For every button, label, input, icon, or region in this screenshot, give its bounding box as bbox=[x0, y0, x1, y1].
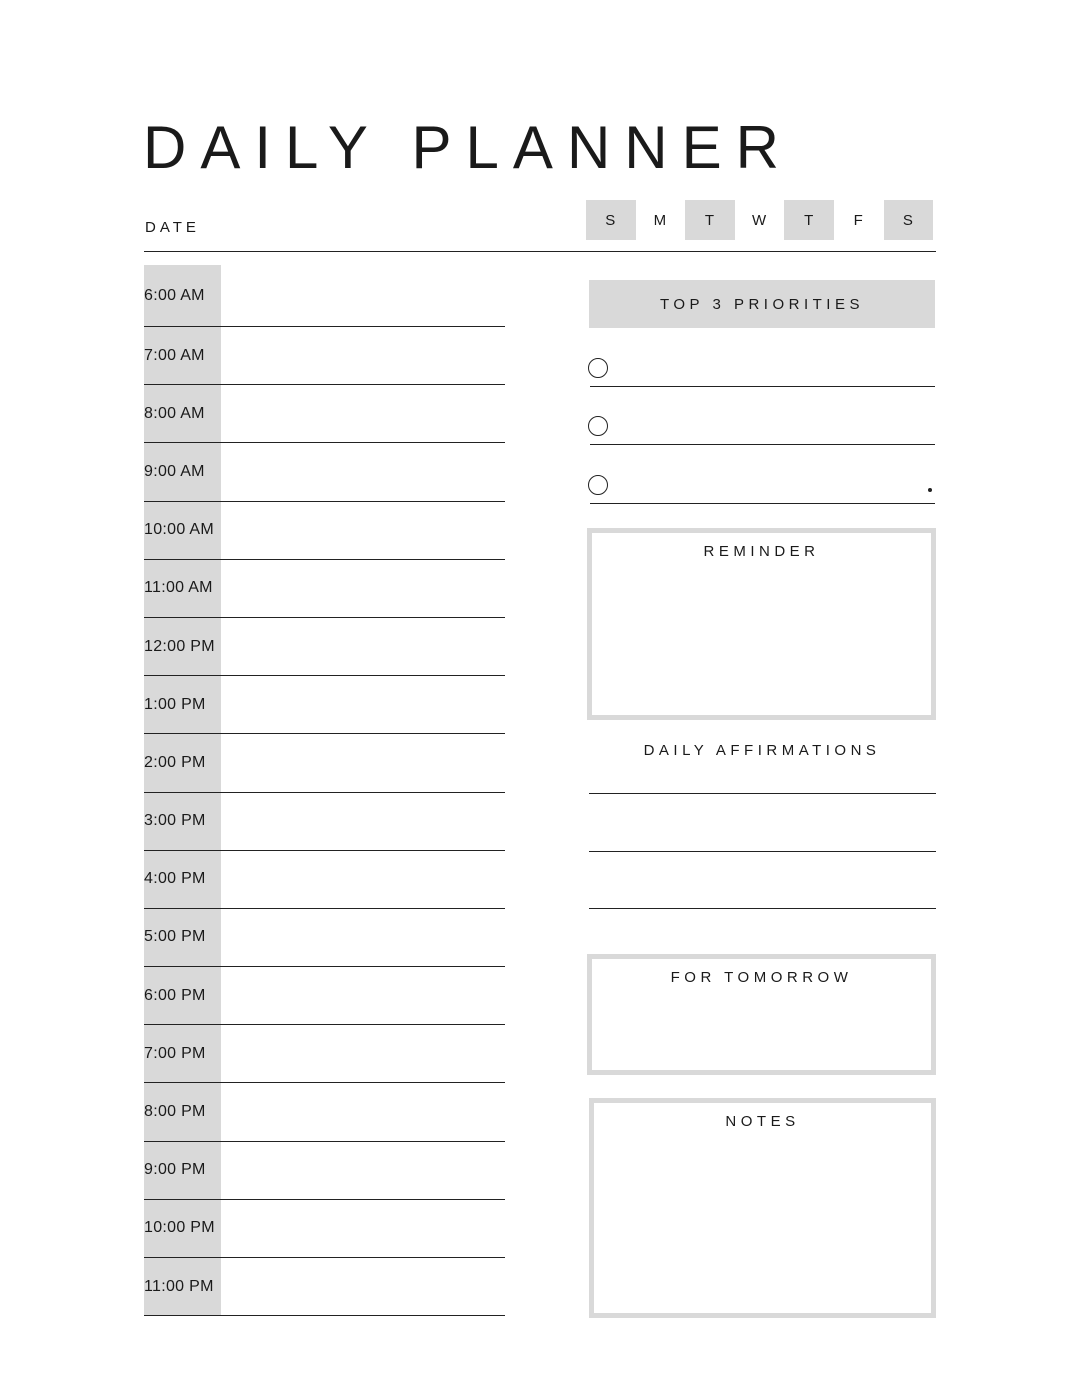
affirmation-line-2[interactable] bbox=[589, 851, 936, 852]
weekday-3[interactable]: T bbox=[685, 200, 735, 240]
schedule-row[interactable] bbox=[144, 502, 505, 560]
time-label: 8:00 AM bbox=[144, 385, 221, 442]
date-label: DATE bbox=[145, 219, 200, 236]
priority-item-3[interactable] bbox=[588, 475, 935, 503]
time-label: 1:00 PM bbox=[144, 676, 221, 733]
time-label: 5:00 PM bbox=[144, 909, 221, 966]
time-label: 9:00 PM bbox=[144, 1142, 221, 1199]
schedule-row[interactable] bbox=[144, 1142, 505, 1200]
affirmation-line-1[interactable] bbox=[589, 793, 936, 794]
time-label: 4:00 PM bbox=[144, 851, 221, 908]
schedule-row[interactable] bbox=[144, 265, 505, 327]
priority-line bbox=[590, 503, 935, 504]
schedule-row[interactable] bbox=[144, 560, 505, 618]
decorative-dot bbox=[928, 488, 932, 492]
time-label: 7:00 PM bbox=[144, 1025, 221, 1082]
reminder-title: REMINDER bbox=[703, 543, 820, 560]
weekday-7[interactable]: S bbox=[884, 200, 934, 240]
schedule-row[interactable] bbox=[144, 1258, 505, 1316]
checkbox-circle-icon[interactable] bbox=[588, 416, 608, 436]
schedule-row[interactable] bbox=[144, 909, 505, 967]
priorities-header: TOP 3 PRIORITIES bbox=[589, 280, 935, 328]
time-label: 6:00 PM bbox=[144, 967, 221, 1024]
schedule-row[interactable] bbox=[144, 385, 505, 443]
schedule-row[interactable] bbox=[144, 851, 505, 909]
schedule-row[interactable] bbox=[144, 327, 505, 385]
time-label: 7:00 AM bbox=[144, 327, 221, 384]
time-label: 10:00 PM bbox=[144, 1200, 221, 1257]
notes-title: NOTES bbox=[725, 1113, 800, 1130]
priority-line bbox=[590, 386, 935, 387]
time-label: 10:00 AM bbox=[144, 502, 221, 559]
checkbox-circle-icon[interactable] bbox=[588, 475, 608, 495]
reminder-box[interactable] bbox=[587, 528, 936, 720]
time-label: 3:00 PM bbox=[144, 793, 221, 850]
weekday-6[interactable]: F bbox=[853, 211, 864, 229]
weekday-1[interactable]: S bbox=[586, 200, 636, 240]
schedule-row[interactable] bbox=[144, 734, 505, 792]
time-label: 12:00 PM bbox=[144, 618, 221, 675]
affirmations-title: DAILY AFFIRMATIONS bbox=[643, 742, 881, 759]
time-label: 8:00 PM bbox=[144, 1083, 221, 1140]
for-tomorrow-title: FOR TOMORROW bbox=[670, 969, 853, 986]
schedule-row[interactable] bbox=[144, 676, 505, 734]
time-label: 6:00 AM bbox=[144, 265, 221, 326]
priority-item-2[interactable] bbox=[588, 416, 935, 444]
time-label: 11:00 AM bbox=[144, 560, 221, 617]
weekday-selector bbox=[586, 200, 933, 240]
time-label: 2:00 PM bbox=[144, 734, 221, 791]
affirmation-line-3[interactable] bbox=[589, 908, 936, 909]
time-label: 9:00 AM bbox=[144, 443, 221, 500]
weekday-2[interactable]: M bbox=[653, 211, 668, 229]
hourly-schedule bbox=[144, 265, 505, 1316]
notes-box[interactable] bbox=[589, 1098, 936, 1318]
schedule-row[interactable] bbox=[144, 1025, 505, 1083]
header-divider bbox=[144, 251, 936, 252]
for-tomorrow-box[interactable] bbox=[587, 954, 936, 1075]
weekday-5[interactable]: T bbox=[784, 200, 834, 240]
schedule-row[interactable] bbox=[144, 443, 505, 501]
checkbox-circle-icon[interactable] bbox=[588, 358, 608, 378]
schedule-row[interactable] bbox=[144, 1200, 505, 1258]
priority-item-1[interactable] bbox=[588, 358, 935, 386]
schedule-row[interactable] bbox=[144, 618, 505, 676]
schedule-row[interactable] bbox=[144, 1083, 505, 1141]
priority-line bbox=[590, 444, 935, 445]
schedule-row[interactable] bbox=[144, 793, 505, 851]
page-title: DAILY PLANNER bbox=[143, 114, 793, 181]
schedule-row[interactable] bbox=[144, 967, 505, 1025]
weekday-4[interactable]: W bbox=[751, 211, 768, 229]
time-label: 11:00 PM bbox=[144, 1258, 221, 1315]
